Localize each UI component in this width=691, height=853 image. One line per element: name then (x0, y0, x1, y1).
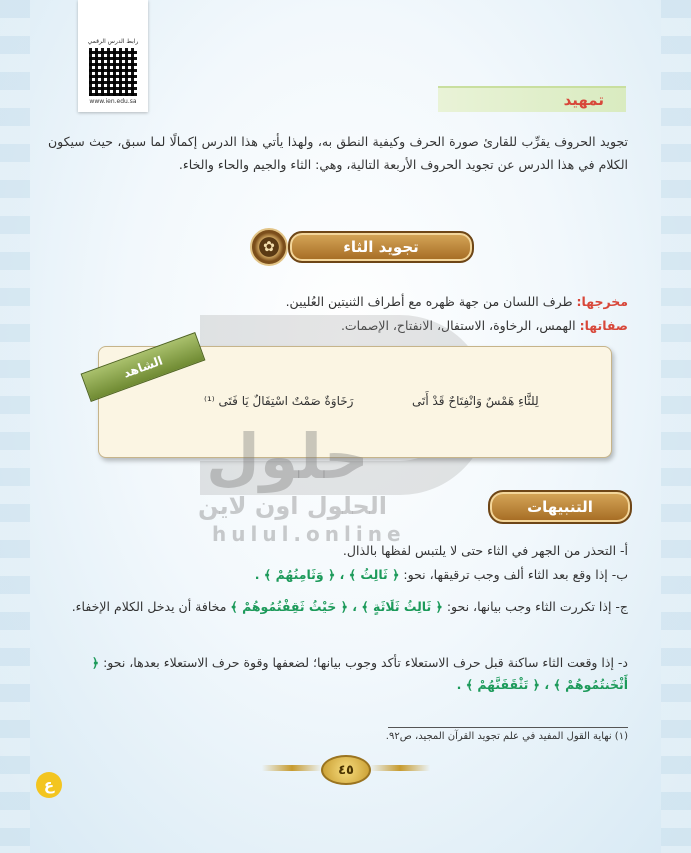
makhraj-label: مخرجها: (576, 294, 628, 309)
makhraj-text: طرف اللسان من جهة ظهره مع أطراف الثنيتين العُليين. (285, 294, 573, 309)
tip-c-tail: مخافة أن يدخل الكلام الإخفاء. (71, 599, 227, 614)
tip-b-quran: ﴿ ثَالِثُ ﴾ ، ﴿ وَثَامِنُهُمْ ﴾ . (254, 567, 400, 582)
qr-url: www.ien.edu.sa (89, 98, 137, 105)
tip-a: أ- التحذر من الجهر في الثاء حتى لا يلتبس لفظها بالذال. (342, 543, 628, 558)
section-tha-banner (263, 228, 474, 266)
makhraj-line (48, 290, 628, 313)
watermark-brand-ar: الحلول اون لاين (198, 492, 388, 520)
tip-b-text: ب- إذا وقع بعد الثاء ألف وجب ترقيقها، نحو: (403, 567, 628, 582)
sifat-text: الهمس، الرخاوة، الاستفال، الانفتاح، الإصمات. (340, 318, 576, 333)
qr-caption: رابط الدرس الرقمي (87, 38, 139, 45)
footnote-divider (388, 727, 628, 728)
sifat-label: صفاتها: (579, 318, 628, 333)
section-tha-heading: تجويد الثاء (288, 231, 474, 263)
tip-d-quran: ﴿ أَثْخَنتُمُوهُمْ ﴾ ، ﴿ تَثْقَفَنَّهُمْ ﴾ . (91, 655, 628, 692)
verse-left: رَخَاوَةٌ صَمْتٌ اسْتِفَالٌ يَا فَتَى ⁽¹⁾ (204, 394, 354, 408)
shahid-ribbon: الشاهد (81, 332, 206, 402)
qr-panel[interactable] (78, 0, 148, 112)
footnote: (١) نهاية القول المفيد في علم تجويد القرآن المجيد، ص٩٢. (385, 731, 628, 742)
intro-heading: تمهيد (563, 91, 604, 109)
tip-d (48, 652, 628, 696)
page-number: ٤٥ (321, 755, 371, 785)
tip-c-quran: ﴿ ثَالِثُ ثَلَاثَةٍ ﴾ ، ﴿ حَيْثُ ثَقِفْتُمُوهُمْ ﴾ (230, 599, 443, 614)
watermark-logo-text: حلول (206, 420, 369, 493)
watermark-brand-en: hulul.online (212, 522, 406, 546)
tip-d-text: د- إذا وقعت الثاء ساكنة قبل حرف الاستعلاء تأكد وجوب بيانها؛ لضعفها وقوة حرف الاستعلاء بعدها، نحو: (103, 655, 628, 670)
publisher-logo-icon: ع (36, 772, 62, 798)
tip-c-text: ج- إذا تكررت الثاء وجب بيانها، نحو: (446, 599, 628, 614)
tip-b (48, 564, 628, 586)
page-border-right (661, 0, 691, 853)
qr-code-icon[interactable] (89, 48, 137, 96)
page-border-left (0, 0, 30, 853)
tips-heading: التنبيهات (488, 490, 632, 524)
intro-paragraph: تجويد الحروف يقرِّب للقارئ صورة الحرف وكيفية النطق به، ولهذا يأتي هذا الدرس إكمالًا لما سبق، حيث سيكون الكلام في هذا الدرس عن تجويد الحروف الأربعة التالية، وهي: الثاء والجيم والحاء والخاء. (48, 134, 628, 172)
intro-heading-banner (438, 86, 626, 112)
tip-c (48, 596, 628, 618)
page-number-deco-right (370, 765, 430, 771)
verse-right: لِلثَّاءِ هَمْسٌ وَانْفِتَاحٌ قَدْ أَتَى (412, 394, 539, 408)
flower-emblem-icon: ✿ (250, 228, 288, 266)
page-number-deco-left (262, 765, 322, 771)
